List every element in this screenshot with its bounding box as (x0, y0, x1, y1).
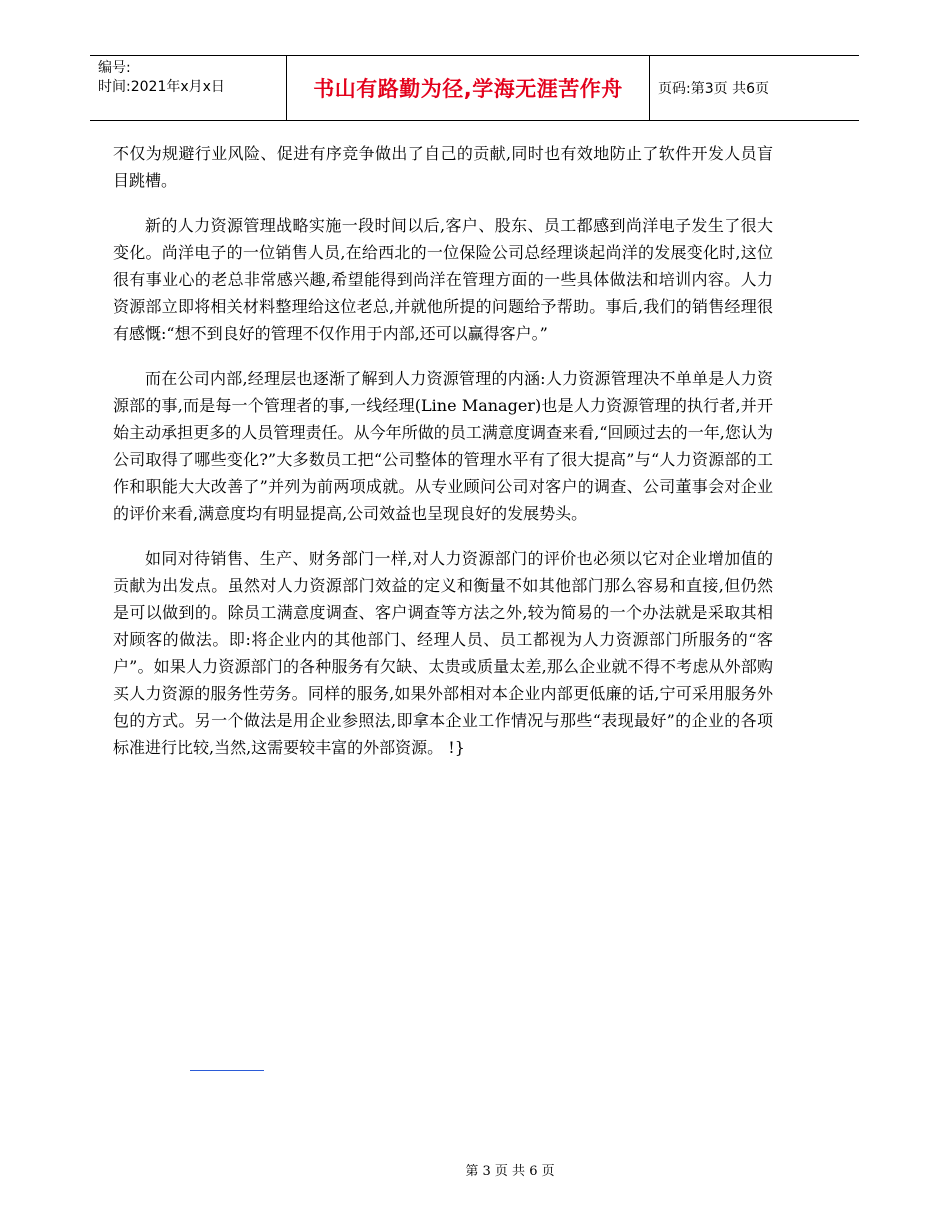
hyperlink-underline[interactable] (190, 1070, 264, 1071)
body-paragraph-1: 不仅为规避行业风险、促进有序竞争做出了自己的贡献,同时也有效地防止了软件开发人员盲目跳槽。 (113, 144, 773, 190)
body-paragraph-3: 而在公司内部,经理层也逐渐了解到人力资源管理的内涵:人力资源管理决不单单是人力资源部的事,而是每一个管理者的事,一线经理(Line Manager)也是人力资源管理的执行者,并开始主动承担更多的人员管理责任。从今年所做的员工满意度调查来看,“回顾过去的一年,您认为公司取得了哪些变化?”大多数员工把“公司整体的管理水平有了很大提高”与“人力资源部的工作和职能大大改善了”并列为前两项成就。从专业顾问公司对客户的调查、公司董事会对企业的评价来看,满意度均有明显提高,公司效益也呈现良好的发展势头。 (113, 369, 773, 523)
page-header (90, 55, 859, 121)
page-footer (0, 1160, 950, 1179)
document-time-label: 时间:2021年x月x日 (98, 79, 225, 95)
document-body (113, 140, 773, 779)
body-paragraph-2: 新的人力资源管理战略实施一段时间以后,客户、股东、员工都感到尚洋电子发生了很大变化。尚洋电子的一位销售人员,在给西北的一位保险公司总经理谈起尚洋的发展变化时,这位很有事业心的老总非常感兴趣,希望能得到尚洋在管理方面的一些具体做法和培训内容。人力资源部立即将相关材料整理给这位老总,并就他所提的问题给予帮助。事后,我们的销售经理很有感慨:“想不到良好的管理不仅作用于内部,还可以赢得客户。” (113, 216, 773, 343)
header-motto: 书山有路勤为径,学海无涯苦作舟 (313, 77, 623, 101)
document-number-label: 编号: (98, 60, 131, 76)
header-meta-cell (90, 56, 287, 120)
body-paragraph-4: 如同对待销售、生产、财务部门一样,对人力资源部门的评价也必须以它对企业增加值的贡献为出发点。虽然对人力资源部门效益的定义和衡量不如其他部门那么容易和直接,但仍然是可以做到的。除员工满意度调查、客户调查等方法之外,较为简易的一个办法就是采取其相对顾客的做法。即:将企业内的其他部门、经理人员、员工都视为人力资源部门所服务的“客户”。如果人力资源部门的各种服务有欠缺、太贵或质量太差,那么企业就不得不考虑从外部购买人力资源的服务性劳务。同样的服务,如果外部相对本企业内部更低廉的话,宁可采用服务外包的方式。另一个做法是用企业参照法,即拿本企业工作情况与那些“表现最好”的企业的各项标准进行比较,当然,这需要较丰富的外部资源。 !} (113, 549, 773, 757)
header-motto-cell (287, 56, 650, 120)
footer-page-number: 第 3 页 共 6 页 (465, 1164, 555, 1179)
header-page-cell (650, 56, 859, 120)
header-page-info: 页码:第3页 共6页 (658, 81, 769, 97)
